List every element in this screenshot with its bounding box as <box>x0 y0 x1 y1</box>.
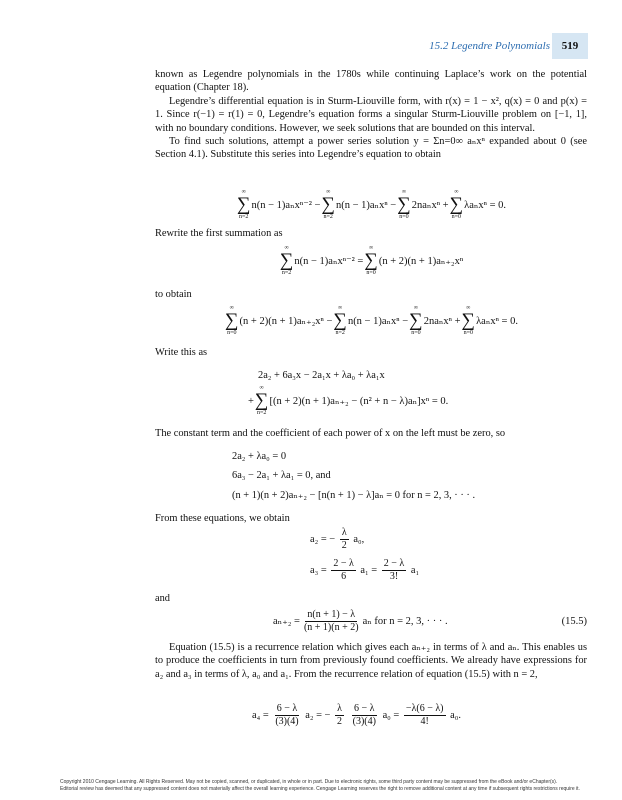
equation-plus: + <box>248 395 254 407</box>
fraction: $\frac{n(n + 1) - \lambda}{(n + 1)(n + 2)}$ <box>303 608 359 633</box>
equation-term: λaₙxⁿ = 0. <box>476 316 518 327</box>
fraction: $\frac{6 - \lambda}{(3)(4)}$ <box>275 703 299 727</box>
fraction: $\frac{6 - \lambda}{(3)(4)}$ <box>352 703 376 727</box>
section-header-title: 15.2 Legendre Polynomials <box>429 40 550 52</box>
summation-symbol: ∞ ∑ n=0 <box>449 189 464 220</box>
summation-symbol: ∞ ∑ n=0 <box>364 245 378 276</box>
summation-symbol: ∞ ∑ n=0 <box>225 305 239 336</box>
equation-a3: a₃ = $\frac{2 - \lambda}{6}$ a₁ = $\frac{2 - \lambda}{3!}$ a₁ <box>310 558 420 582</box>
equation-term: λaₙxⁿ = 0. <box>464 200 507 211</box>
equation-rewrite-summation <box>155 246 587 276</box>
text-and: and <box>155 593 171 604</box>
equation-term: n(n − 1)aₙxⁿ − <box>335 200 397 211</box>
fraction: $\frac{-\lambda(6 - \lambda)}{4!}$ <box>405 703 444 727</box>
copyright-footer <box>60 779 580 792</box>
copyright-line-1: Copyright 2010 Cengage Learning. All Rights Reserved. May not be copied, scanned, or duplicated, in whole or in part. Due to electronic rights, some third party content may be suppressed from the eBook and/or eChapter(s). <box>60 779 558 785</box>
fraction: $\frac{2 - \lambda}{3!}$ <box>383 558 405 582</box>
equation-term: (n + 2)(n + 1)aₙ₊₂xⁿ <box>378 256 464 267</box>
equation-term: n(n − 1)aₙxⁿ⁻² = <box>294 256 364 267</box>
copyright-line-2: Editorial review has deemed that any suppressed content does not materially affect the overall learning experience. Cengage Learning reserves the right to remove additional content at any time if subsequent rights restrictions require it. <box>60 785 580 792</box>
equation-term: n(n − 1)aₙxⁿ⁻² − <box>251 200 321 211</box>
paragraph-power-series: To find such solutions, attempt a power series solution y = Σn=0∞ aₙxⁿ expanded about 0 (see Section 4.1). Substitute this series into Legendre’s equation to obtain <box>155 136 587 161</box>
equation-term: n(n − 1)aₙxⁿ − <box>347 316 409 327</box>
page-number-box <box>552 33 588 59</box>
body-text-bottom <box>155 641 587 681</box>
equation-recurrence: aₙ₊₂ = $\frac{n(n + 1) - \lambda}{(n + 1)(n + 2)}$ aₙ for n = 2, 3, · · · . (15.5) <box>273 608 587 633</box>
equation-substituted-series <box>155 190 587 220</box>
summation-symbol: ∞ ∑ n=2 <box>333 305 347 336</box>
equation-condition-3: (n + 1)(n + 2)aₙ₊₂ − [n(n + 1) − λ]aₙ = 0 for n = 2, 3, · · · . <box>232 490 476 501</box>
equation-condition-2: 6a₃ − 2a₁ + λa₁ = 0, and <box>232 470 331 481</box>
equation-condition-1: 2a₂ + λa₀ = 0 <box>232 451 287 462</box>
equation-term: (n + 2)(n + 1)aₙ₊₂xⁿ − <box>239 316 333 327</box>
summation-symbol: ∞ ∑ n=2 <box>279 245 294 276</box>
summation-symbol: ∞ ∑ n=0 <box>461 305 476 336</box>
text-to-obtain: to obtain <box>155 289 192 300</box>
paragraph-sturm-liouville: Legendre’s differential equation is in Sturm-Liouville form, with r(x) = 1 − x², q(x) = 0 and p(x) = 1. Since r(−1) = r(1) = 0, Legendre’s equation forms a singular Sturm-Liouville problem on [−1, 1], with no boundary conditions. However, we seek solutions that are bounded on this interval. <box>155 95 587 134</box>
summation-symbol: ∞ ∑ n=2 <box>236 189 251 220</box>
equation-a4: a₄ = $\frac{6 - \lambda}{(3)(4)}$ a₂ = − $\frac{\lambda}{2}$ $\frac{6 - \lambda}{(3)(4)}$ a₀ = $\frac{-\lambda(6 - \lambda)}{4!}$ a₀. <box>252 703 461 727</box>
paragraph-recurrence: Equation (15.5) is a recurrence relation which gives each aₙ₊₂ in terms of λ and aₙ. This enables us to produce the coefficients in turn from previously found coefficients. We already have expressions for a₂ and a₃ in terms of λ, a₀ and a₁. From the recurrence relation of equation (15.5) with n = 2, <box>155 642 587 680</box>
fraction: $\frac{2 - \lambda}{6}$ <box>333 558 354 582</box>
equation-expanded-line2 <box>248 386 578 416</box>
equation-shifted-series <box>155 306 587 336</box>
fraction: $\frac{\lambda}{2}$ <box>341 527 347 551</box>
text-constant-term: The constant term and the coefficient of each power of x on the left must be zero, so <box>155 428 506 439</box>
text-from-these: From these equations, we obtain <box>155 513 290 524</box>
text-rewrite: Rewrite the first summation as <box>155 228 283 239</box>
summation-symbol: ∞ ∑ n=0 <box>409 305 423 336</box>
summation-symbol: ∞ ∑ n=2 <box>254 385 269 416</box>
equation-number: (15.5) <box>561 615 587 627</box>
equation-term: 2naₙxⁿ + <box>423 316 461 327</box>
equation-term: [(n + 2)(n + 1)aₙ₊₂ − (n² + n − λ)aₙ]xⁿ = 0. <box>269 396 449 407</box>
equation-expanded-line1: 2a₂ + 6a₃x − 2a₁x + λa₀ + λa₁x <box>258 370 385 381</box>
equation-term: 2naₙxⁿ + <box>411 200 449 211</box>
fraction: $\frac{\lambda}{2}$ <box>337 703 343 727</box>
page-number: 519 <box>561 40 579 52</box>
equation-a2: a₂ = − $\frac{\lambda}{2}$ a₀, <box>310 527 365 551</box>
body-text-top <box>155 68 587 162</box>
text-write-this: Write this as <box>155 347 208 358</box>
summation-symbol: ∞ ∑ n=0 <box>397 189 411 220</box>
paragraph-legendre-history: known as Legendre polynomials in the 1780s while continuing Laplace’s work on the potential equation (Chapter 18). <box>155 69 587 94</box>
summation-symbol: ∞ ∑ n=2 <box>321 189 335 220</box>
